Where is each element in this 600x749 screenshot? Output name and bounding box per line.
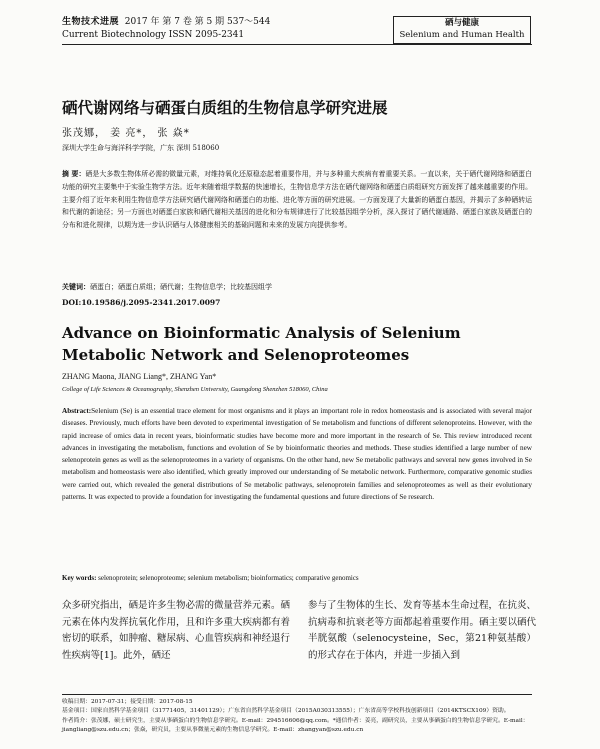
affiliation-cn: 深圳大学生命与海洋科学学院，广东 深圳 518060 <box>62 144 220 152</box>
keywords-cn-text: 硒蛋白；硒蛋白质组；硒代谢；生物信息学；比较基因组学 <box>90 283 272 291</box>
keywords-en-label: Key words: <box>62 574 97 582</box>
keywords-en <box>62 574 359 582</box>
body-column-right: 参与了生物体的生长、发育等基本生命过程，在抗炎、抗病毒和抗衰老等方面都起着重要作用。硒主要以硒代半胱氨酸（selenocysteine，Sec，第21种氨基酸）的形式存在于体内，并进一步插入到 <box>308 600 537 661</box>
title-cn: 硒代谢网络与硒蛋白质组的生物信息学研究进展 <box>62 99 388 117</box>
column-name-cn: 硒与健康 <box>444 18 479 28</box>
abstract-en-text: Selenium (Se) is an essential trace element for most organisms and it plays an important role in redox homeostasis and is associated with several major diseases. Previously, much efforts have been devoted to experimental investigation of Se metabolism and functions of different selenoproteins. However, with the rapid increase of omics data in recent years, bioinformatic studies have become more and more important in the research of Se. This review introduced recent advances in investigating the metabolism, functions and evolution of Se by bioinformatic theories and methods. These studies identified a large number of new selenoprotein genes as well as the selenoproteomes in a variety of organisms. On the other hand, new Se metabolic pathways and several new genes involved in Se metabolism and homeostasis were also identified, which greatly improved our understanding of Se metabolic network. Furthermore, comparative genomic studies were carried out, which revealed the general distributions of Se metabolic pathways, selenoprotein families and selenoproteomes as well as their evolutionary patterns. It was expected to provide a foundation for investigating the fundamental questions and future directions of Se research. <box>62 407 532 502</box>
abstract-cn-text: 硒是大多数生物体所必需的微量元素，对维持氧化还原稳态起着重要作用，并与多种重大疾病有着重要关系。一直以来，关于硒代谢网络和硒蛋白功能的研究主要集中于实验生物学方法。近年来随着组学数据的快速增长，生物信息学方法在硒代谢网络和硒蛋白质组研究方面发挥了越来越重要的作用。主要介绍了近年来利用生物信息学方法研究硒代谢网络和硒蛋白的功能、进化等方面的研究进展。一方面发现了大量新的硒蛋白基因，并揭示了多种硒转运和代谢的新途径；另一方面也对硒蛋白家族和硒代谢相关基因的进化和分布规律进行了比较基因组学分析，深入探讨了硒代谢通路、硒蛋白家族及硒蛋白的分布和进化规律，以期为进一步认识硒与人体健康相关的基础问题和未来的发展方向提供参考。 <box>62 170 532 230</box>
footnote-dates: 收稿日期：2017-07-31；接受日期：2017-08-15 <box>62 699 193 705</box>
footnotes <box>62 698 532 736</box>
authors-en: ZHANG Maona, JIANG Liang*, ZHANG Yan* <box>62 372 217 381</box>
keywords-cn-label: 关键词： <box>62 282 90 291</box>
journal-name-en: Current Biotechnology ISSN 2095-2341 <box>62 30 245 40</box>
doi: DOI:10.19586/j.2095-2341.2017.0097 <box>62 298 221 307</box>
footnote-authors: 作者简介：张茂娜，硕士研究生，主要从事硒蛋白的生物信息学研究。E-mail：294516606@qq.com。*通信作者：姜亮，副研究员，主要从事硒蛋白的生物信息学研究。E-mail：jiangliang@szu.edu.cn；张焱，研究员，主要从事微量元素的生物信息学研究。E-mail：zhangyan@szu.edu.cn <box>62 717 529 734</box>
title-en: Advance on Bioinformatic Analysis of Selenium Metabolic Network and Selenoproteomes <box>62 324 461 364</box>
abstract-en <box>62 405 532 503</box>
keywords-cn <box>62 282 272 292</box>
issue-info: 2017 年 第 7 卷 第 5 期 537～544 <box>124 17 271 27</box>
affiliation-en: College of Life Sciences & Oceanography, Shenzhen University, Guangdong Shenzhen 518060, China <box>62 386 328 393</box>
abstract-cn <box>62 168 532 232</box>
authors-cn: 张茂娜， 姜 亮*， 张 焱* <box>62 128 190 139</box>
journal-name-cn: 生物技术进展 <box>62 17 120 27</box>
footnote-funding: 基金项目：国家自然科学基金项目（31771405，31401129）；广东省自然科学基金项目（2015A030313555）；广东省高等学校科技创新项目（2014KTSCX109）资助。 <box>62 708 510 715</box>
running-header <box>62 16 270 42</box>
column-name-en: Selenium and Human Health <box>399 30 525 40</box>
abstract-cn-label: 摘 要： <box>62 170 86 178</box>
footnote-divider <box>62 694 532 695</box>
column-box <box>393 16 531 44</box>
header-divider <box>62 44 532 45</box>
abstract-en-label: Abstract: <box>62 407 92 415</box>
body-column-left: 众多研究指出，硒是许多生物必需的微量营养元素。硒元素在体内发挥抗氧化作用，且和许多重大疾病都有着密切的联系，如肿瘤、糖尿病、心血管疾病和神经退行性疾病等[1]。此外，硒还 <box>62 600 291 661</box>
keywords-en-text: selenoprotein; selenoproteome; selenium metabolism; bioinformatics; comparative genomics <box>98 574 359 582</box>
